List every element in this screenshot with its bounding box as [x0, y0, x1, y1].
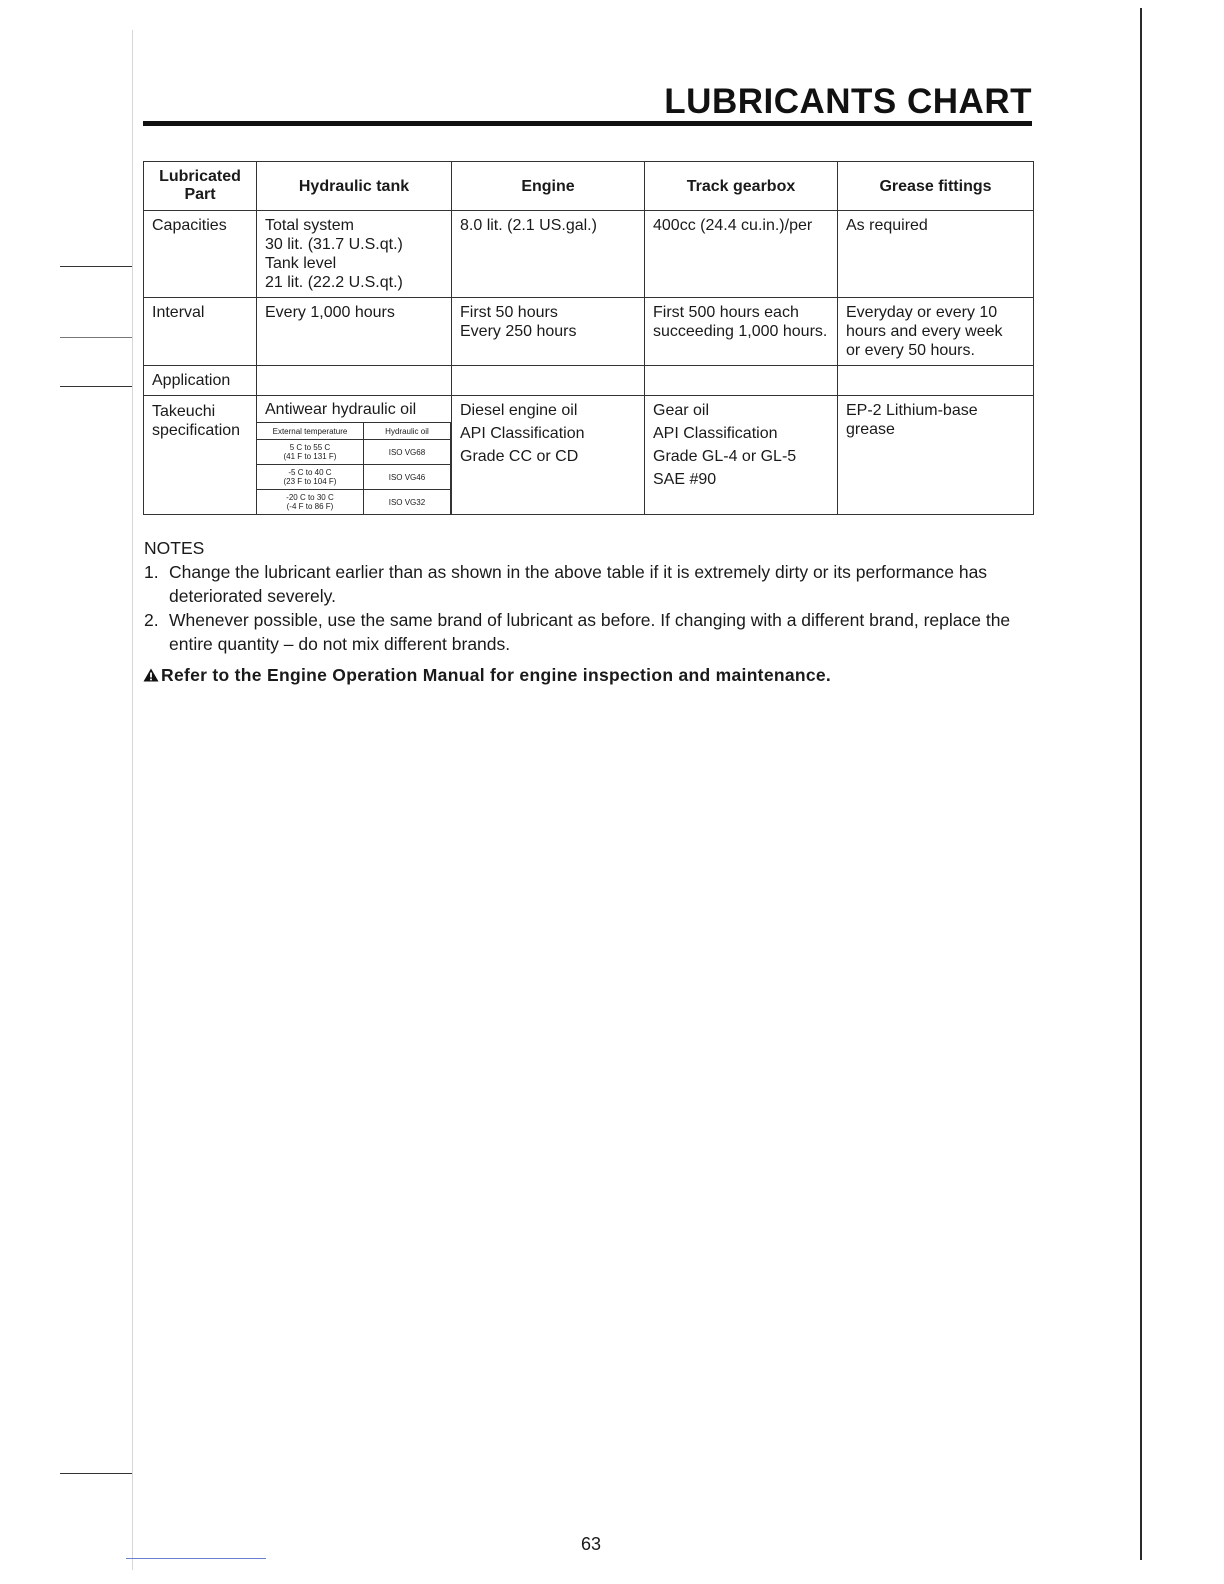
warning-triangle-icon: [143, 668, 159, 682]
cell-line: hours and every week: [846, 323, 1003, 340]
table-row-capacities: [144, 211, 1034, 298]
margin-mark: [60, 1473, 132, 1474]
table-row: [257, 465, 451, 490]
interval-grease: [838, 298, 1034, 366]
interval-gearbox: [645, 298, 838, 366]
cell-line: API Classification: [460, 425, 585, 442]
temp-range-cell: [257, 490, 363, 515]
cell-line: Grade GL-4 or GL-5: [653, 448, 797, 465]
title-rule: [143, 121, 1032, 126]
cell-line: (23 F to 104 F): [283, 477, 337, 486]
cell-line: 30 lit. (31.7 U.S.qt.): [265, 236, 403, 253]
row-label-specification: [144, 396, 257, 515]
cell-line: Everyday or every 10: [846, 304, 998, 321]
warning-text: Refer to the Engine Operation Manual for engine inspection and maintenance.: [161, 665, 832, 685]
cell-line: 5 C to 55 C: [289, 443, 331, 452]
page-title: LUBRICANTS CHART: [664, 82, 1032, 121]
application-gearbox: [645, 366, 838, 396]
application-grease: [838, 366, 1034, 396]
hydraulic-oil-subtable: [257, 422, 451, 514]
capacity-engine: 8.0 lit. (2.1 US.gal.): [452, 211, 645, 298]
cell-line: EP-2 Lithium-base: [846, 402, 978, 419]
cell-line: Takeuchi: [152, 403, 216, 420]
note-number: 1.: [144, 562, 159, 582]
oil-grade-cell: ISO VG46: [363, 465, 450, 490]
scan-left-edge: [132, 30, 133, 1570]
capacity-grease: As required: [838, 211, 1034, 298]
subtable-header-oil: Hydraulic oil: [363, 423, 450, 440]
row-label-capacities: Capacities: [144, 211, 257, 298]
cell-line: -5 C to 40 C: [288, 468, 332, 477]
row-label-interval: Interval: [144, 298, 257, 366]
note-number: 2.: [144, 610, 159, 630]
cell-line: (-4 F to 86 F): [286, 502, 334, 511]
temp-range-cell: [257, 440, 363, 465]
row-label-application: Application: [144, 366, 257, 396]
page-number: 63: [581, 1534, 602, 1554]
cell-line: 21 lit. (22.2 U.S.qt.): [265, 274, 403, 291]
table-row-interval: [144, 298, 1034, 366]
cell-line: Diesel engine oil: [460, 402, 578, 419]
margin-mark: [60, 266, 132, 267]
notes-section: [144, 536, 1036, 656]
subtable-header-temp: External temperature: [257, 423, 363, 440]
capacity-hydraulic: [257, 211, 452, 298]
cell-line: Grade CC or CD: [460, 448, 579, 465]
subtable-header-row: [257, 423, 451, 440]
header-hydraulic-tank: Hydraulic tank: [257, 162, 452, 211]
warning-notice: [143, 665, 831, 686]
table-row: [257, 440, 451, 465]
cell-line: First 500 hours each: [653, 304, 799, 321]
scan-right-edge: [1140, 8, 1142, 1560]
application-hydraulic: [257, 366, 452, 396]
cell-line: SAE #90: [653, 471, 717, 488]
capacity-gearbox: 400cc (24.4 cu.in.)/per: [645, 211, 838, 298]
application-engine: [452, 366, 645, 396]
interval-engine: [452, 298, 645, 366]
cell-line: API Classification: [653, 425, 778, 442]
note-text: Change the lubricant earlier than as shown in the above table if it is extremely dirty or its performance has deteriorated severely.: [169, 562, 988, 606]
cell-line: succeeding 1,000 hours.: [653, 323, 828, 340]
cell-line: Every 250 hours: [460, 323, 577, 340]
header-engine: Engine: [452, 162, 645, 211]
header-lubricated-part: [144, 162, 257, 211]
table-header-row: [144, 162, 1034, 211]
cell-line: First 50 hours: [460, 304, 558, 321]
cell-line: or every 50 hours.: [846, 342, 975, 359]
margin-mark: [60, 386, 132, 387]
table-row-application: [144, 366, 1034, 396]
margin-mark: [60, 337, 132, 338]
cell-line: specification: [152, 422, 241, 439]
spec-hydraulic: [257, 396, 452, 515]
spec-gearbox: [645, 396, 838, 515]
spec-engine: [452, 396, 645, 515]
lubricants-table: [143, 161, 1034, 515]
oil-grade-cell: ISO VG68: [363, 440, 450, 465]
spec-hydraulic-title: Antiwear hydraulic oil: [265, 401, 417, 418]
note-item: [144, 608, 1036, 656]
note-item: [144, 560, 1036, 608]
interval-hydraulic: Every 1,000 hours: [257, 298, 452, 366]
table-row-specification: [144, 396, 1034, 515]
table-row: [257, 490, 451, 515]
cell-line: -20 C to 30 C: [286, 493, 334, 502]
header-label: Lubricated Part: [159, 168, 241, 203]
header-track-gearbox: Track gearbox: [645, 162, 838, 211]
cell-line: (41 F to 131 F): [283, 452, 337, 461]
note-text: Whenever possible, use the same brand of lubricant as before. If changing with a different brand, replace the entire quantity – do not mix different brands.: [169, 610, 1011, 654]
cell-line: grease: [846, 421, 895, 438]
temp-range-cell: [257, 465, 363, 490]
oil-grade-cell: ISO VG32: [363, 490, 450, 515]
notes-heading: NOTES: [144, 538, 205, 558]
cell-line: Tank level: [265, 255, 337, 272]
cell-line: Gear oil: [653, 402, 710, 419]
header-grease-fittings: Grease fittings: [838, 162, 1034, 211]
bottom-link-line: [126, 1558, 266, 1559]
spec-grease: [838, 396, 1034, 515]
cell-line: Total system: [265, 217, 354, 234]
